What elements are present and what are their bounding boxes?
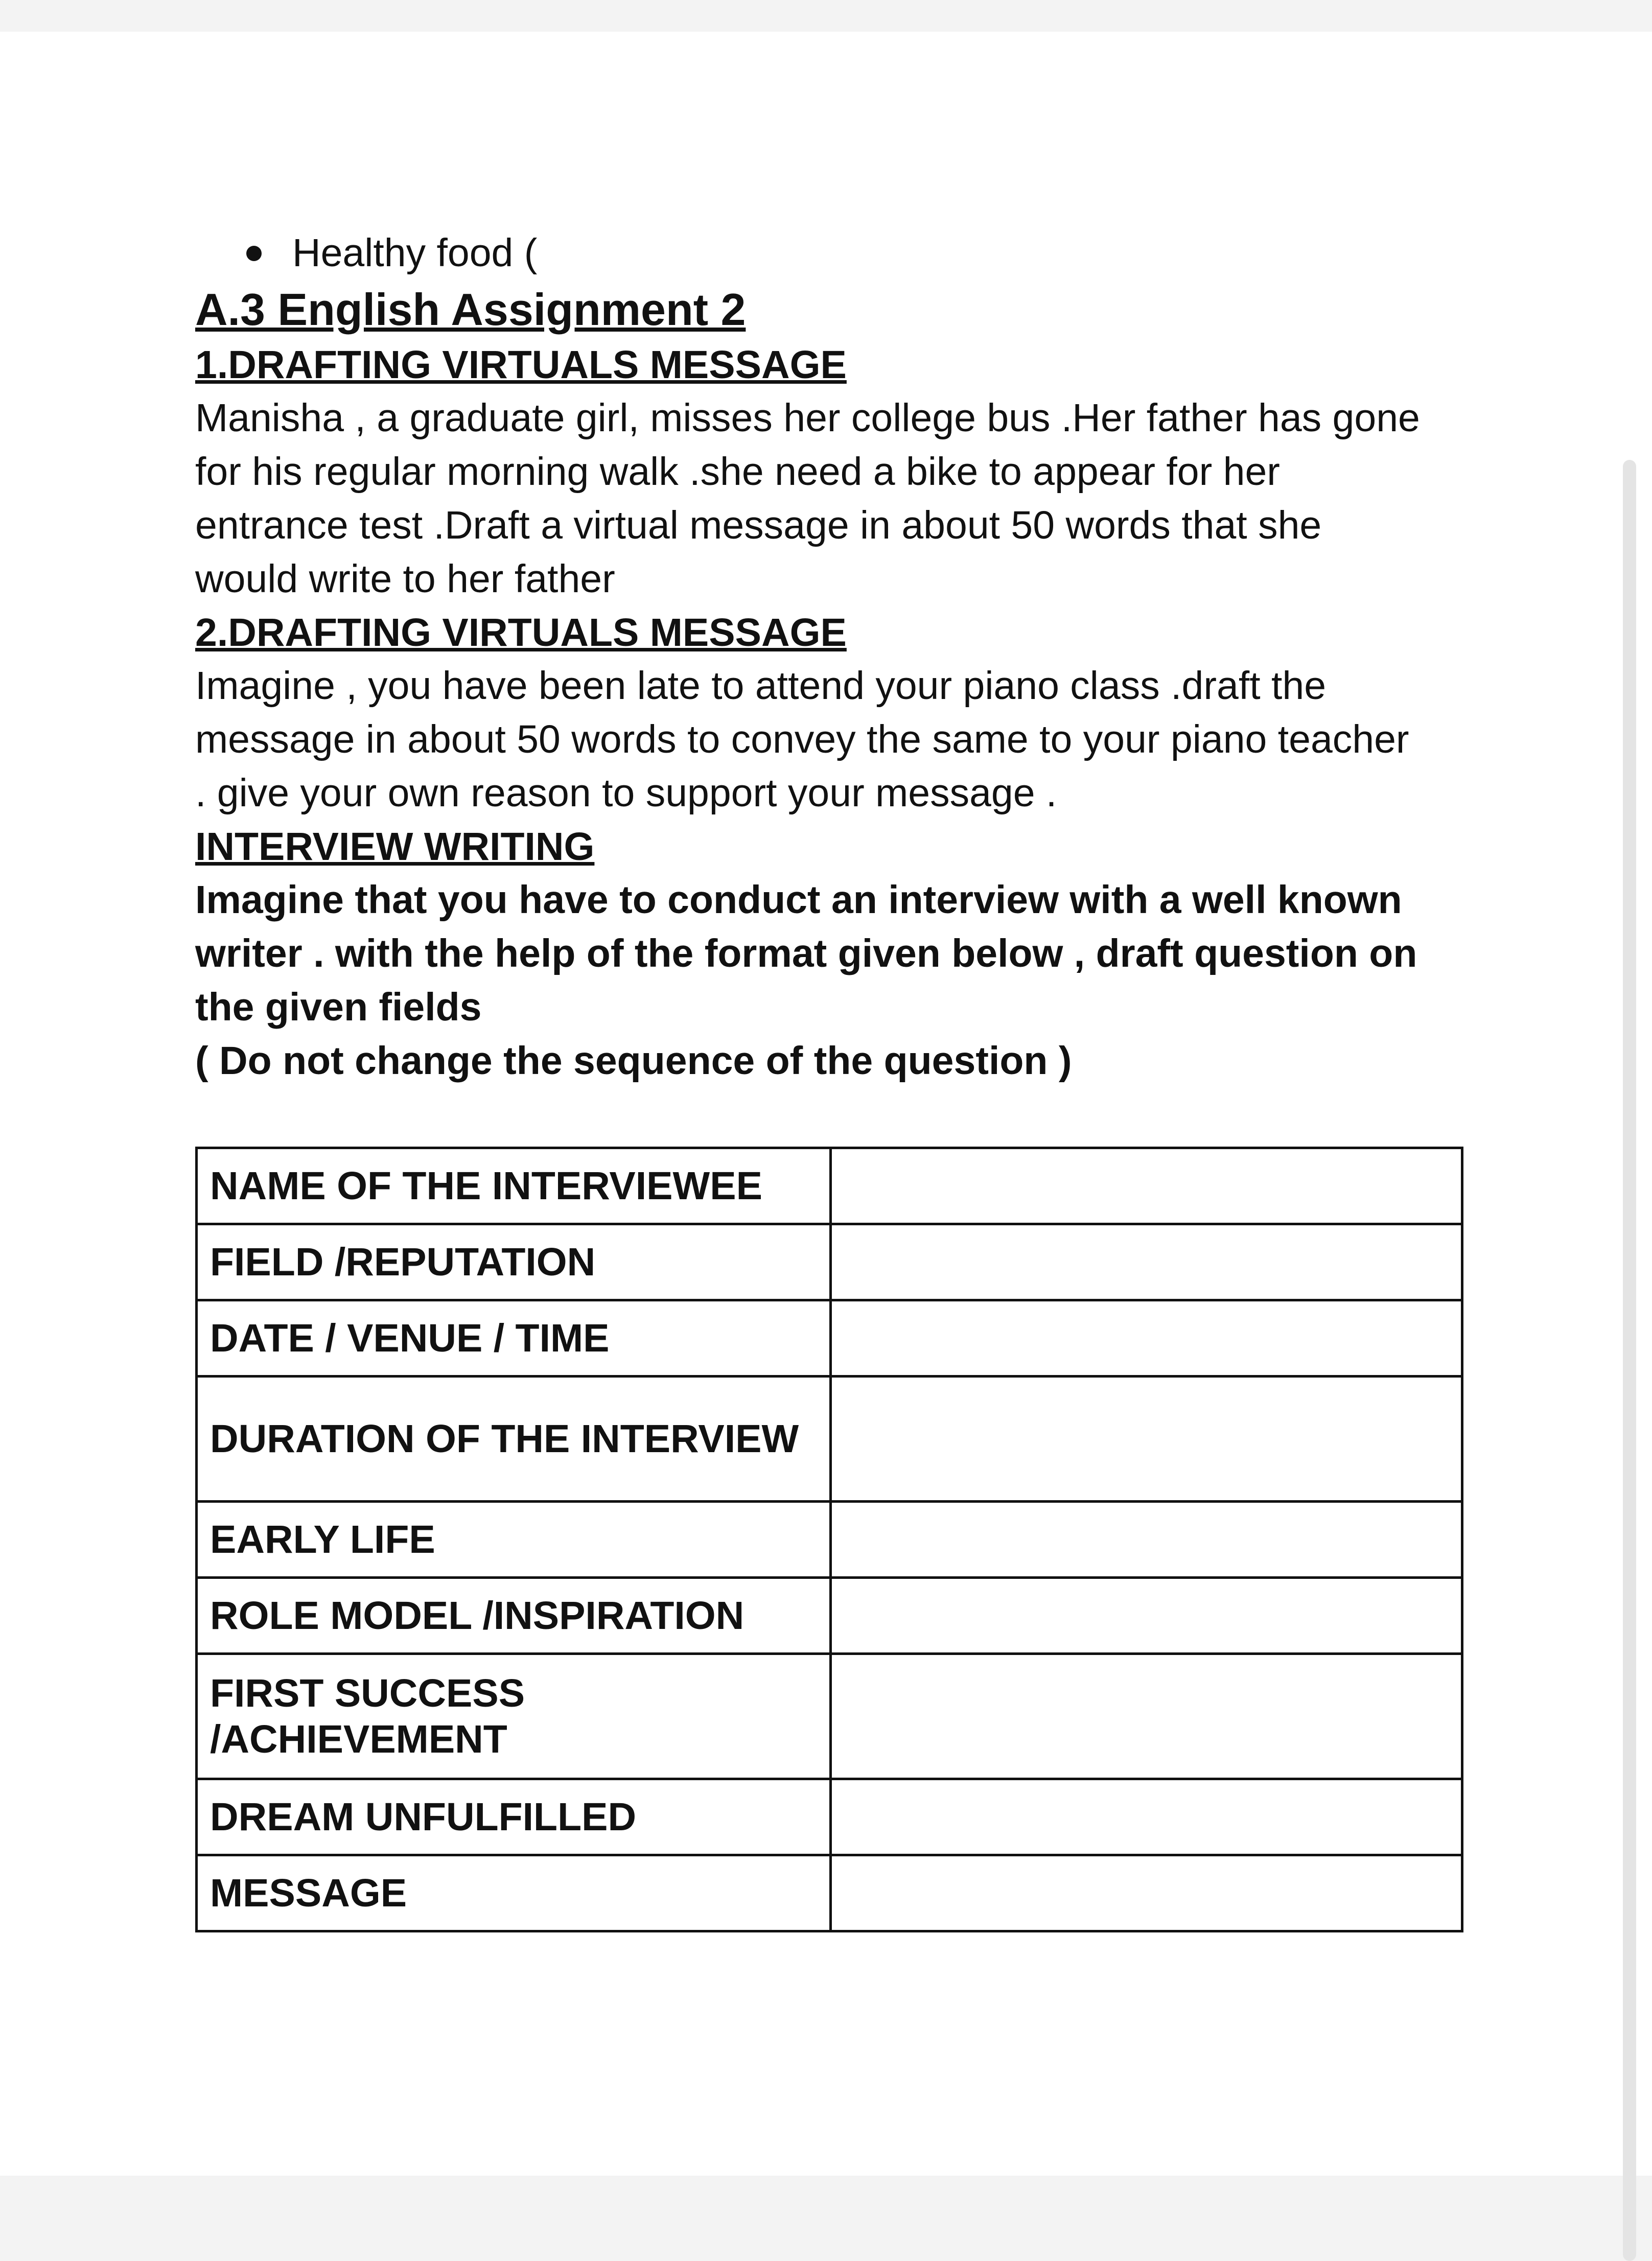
row-answer-cell [831, 1148, 1462, 1224]
page-title: A.3 English Assignment 2 [195, 284, 746, 335]
row-label: FIELD /REPUTATION [197, 1224, 831, 1300]
row-answer-cell [831, 1779, 1462, 1855]
interview-format-table [195, 1147, 1463, 1932]
bullet-item [195, 225, 1483, 281]
row-answer-cell [831, 1654, 1462, 1779]
section2-line: . give your own reason to support your message . [195, 771, 1057, 815]
bullet-icon [246, 246, 262, 261]
document-content [195, 225, 1483, 1088]
section3-line: writer . with the help of the format given below , draft question on [195, 931, 1417, 975]
row-label: NAME OF THE INTERVIEWEE [197, 1148, 831, 1224]
section1-line: entrance test .Draft a virtual message in about 50 words that she [195, 503, 1322, 547]
section1-heading: 1.DRAFTING VIRTUALS MESSAGE [195, 343, 847, 387]
table-row [197, 1855, 1462, 1931]
section3-line: the given fields [195, 985, 482, 1029]
section3-line: Imagine that you have to conduct an interview with a well known [195, 878, 1402, 922]
row-label: FIRST SUCCESS /ACHIEVEMENT [197, 1654, 831, 1779]
section2-line: Imagine , you have been late to attend your piano class .draft the [195, 664, 1327, 708]
section2-line: message in about 50 words to convey the same to your piano teacher [195, 717, 1409, 761]
row-label: DATE / VENUE / TIME [197, 1300, 831, 1377]
row-label: EARLY LIFE [197, 1502, 831, 1578]
section1-line: Manisha , a graduate girl, misses her college bus .Her father has gone [195, 396, 1420, 440]
table-row [197, 1654, 1462, 1779]
bullet-text: Healthy food ( [292, 231, 538, 275]
row-label: ROLE MODEL /INSPIRATION [197, 1578, 831, 1654]
row-label: MESSAGE [197, 1855, 831, 1931]
row-label: DREAM UNFULFILLED [197, 1779, 831, 1855]
section1-line: would write to her father [195, 557, 615, 601]
section2-heading: 2.DRAFTING VIRTUALS MESSAGE [195, 611, 847, 655]
row-label: DURATION OF THE INTERVIEW [197, 1377, 831, 1502]
row-answer-cell [831, 1502, 1462, 1578]
row-answer-cell [831, 1855, 1462, 1931]
table-row [197, 1300, 1462, 1377]
table-row [197, 1779, 1462, 1855]
section3-heading: INTERVIEW WRITING [195, 825, 595, 869]
section3-line: ( Do not change the sequence of the question ) [195, 1039, 1072, 1083]
table-row [197, 1148, 1462, 1224]
row-answer-cell [831, 1377, 1462, 1502]
row-answer-cell [831, 1224, 1462, 1300]
row-answer-cell [831, 1300, 1462, 1377]
table-row [197, 1377, 1462, 1502]
table-row [197, 1578, 1462, 1654]
section1-line: for his regular morning walk .she need a bike to appear for her [195, 450, 1280, 494]
table-row [197, 1502, 1462, 1578]
scrollbar[interactable] [1623, 460, 1636, 2261]
row-answer-cell [831, 1578, 1462, 1654]
table-row [197, 1224, 1462, 1300]
